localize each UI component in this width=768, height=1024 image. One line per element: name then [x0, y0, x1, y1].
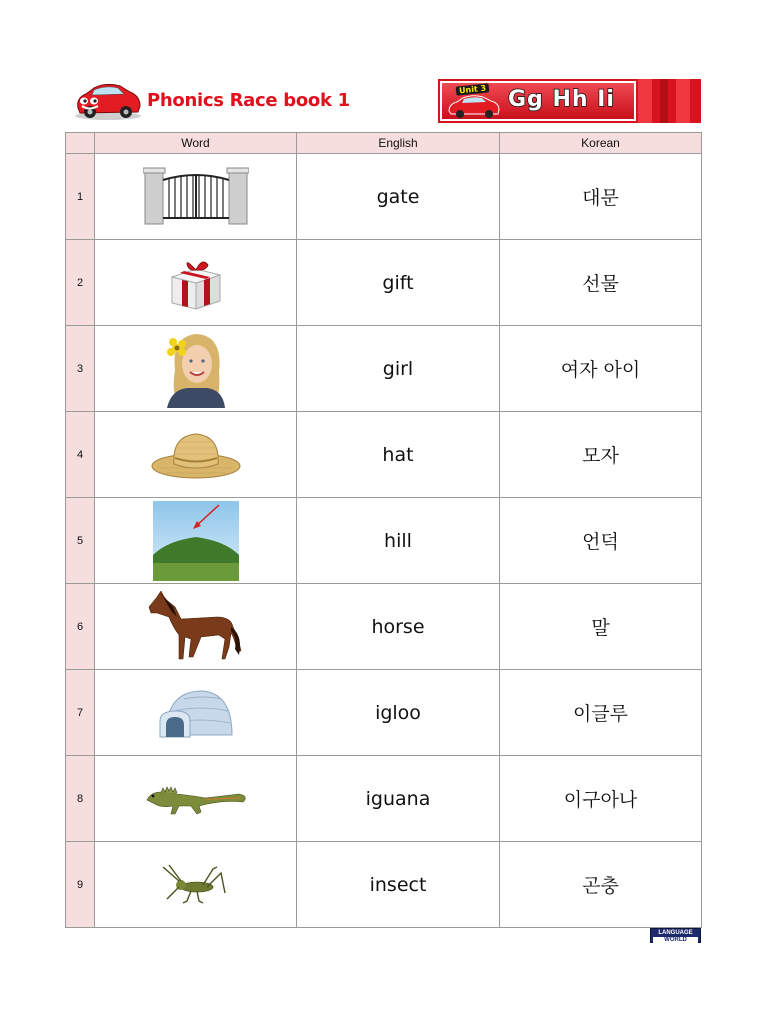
word-picture-cell	[95, 584, 297, 670]
red-car-logo-icon	[72, 80, 144, 122]
korean-word: 이구아나	[500, 756, 702, 842]
hat-icon	[150, 428, 242, 482]
korean-word: 선물	[500, 240, 702, 326]
igloo-icon	[156, 683, 236, 743]
row-number: 1	[66, 154, 95, 240]
english-word: hat	[297, 412, 500, 498]
english-word: horse	[297, 584, 500, 670]
korean-word: 대문	[500, 154, 702, 240]
table-row	[66, 154, 702, 240]
row-number: 9	[66, 842, 95, 928]
publisher-logo	[650, 928, 701, 943]
table-row	[66, 326, 702, 412]
word-picture-cell	[95, 498, 297, 584]
unit-banner	[438, 79, 701, 123]
korean-word: 모자	[500, 412, 702, 498]
korean-word: 이글루	[500, 670, 702, 756]
korean-word: 여자 아이	[500, 326, 702, 412]
row-number: 6	[66, 584, 95, 670]
word-picture-cell	[95, 326, 297, 412]
gift-icon	[166, 253, 226, 313]
table-row	[66, 670, 702, 756]
word-picture-cell	[95, 240, 297, 326]
row-number: 8	[66, 756, 95, 842]
row-number: 5	[66, 498, 95, 584]
table-row	[66, 842, 702, 928]
gate-icon	[143, 166, 249, 228]
col-header-word: Word	[95, 133, 297, 154]
english-word: insect	[297, 842, 500, 928]
page-title: Phonics Race book 1	[147, 90, 350, 111]
table-row	[66, 584, 702, 670]
unit-label: Unit 3	[456, 83, 490, 95]
table-row	[66, 240, 702, 326]
publisher-logo-line1: LANGUAGE	[658, 930, 693, 936]
english-word: hill	[297, 498, 500, 584]
word-picture-cell	[95, 670, 297, 756]
publisher-logo-line2: WORLD	[653, 937, 698, 943]
word-picture-cell	[95, 842, 297, 928]
col-header-english: English	[297, 133, 500, 154]
row-number: 4	[66, 412, 95, 498]
banner-car-icon	[446, 93, 502, 119]
vocabulary-table	[65, 132, 702, 928]
word-picture-cell	[95, 756, 297, 842]
row-number: 7	[66, 670, 95, 756]
english-word: igloo	[297, 670, 500, 756]
word-picture-cell	[95, 154, 297, 240]
english-word: gate	[297, 154, 500, 240]
table-header-row	[66, 133, 702, 154]
english-word: girl	[297, 326, 500, 412]
horse-icon	[147, 591, 245, 663]
table-row	[66, 412, 702, 498]
table-row	[66, 498, 702, 584]
col-header-number	[66, 133, 95, 154]
korean-word: 곤충	[500, 842, 702, 928]
english-word: gift	[297, 240, 500, 326]
iguana-icon	[143, 778, 249, 820]
table-row	[66, 756, 702, 842]
row-number: 2	[66, 240, 95, 326]
korean-word: 언덕	[500, 498, 702, 584]
hill-icon	[153, 501, 239, 581]
col-header-korean: Korean	[500, 133, 702, 154]
page-header	[0, 0, 768, 130]
row-number: 3	[66, 326, 95, 412]
unit-letters: Gg Hh Ii	[508, 87, 615, 112]
insect-icon	[157, 863, 235, 907]
english-word: iguana	[297, 756, 500, 842]
korean-word: 말	[500, 584, 702, 670]
word-picture-cell	[95, 412, 297, 498]
girl-icon	[163, 330, 229, 408]
